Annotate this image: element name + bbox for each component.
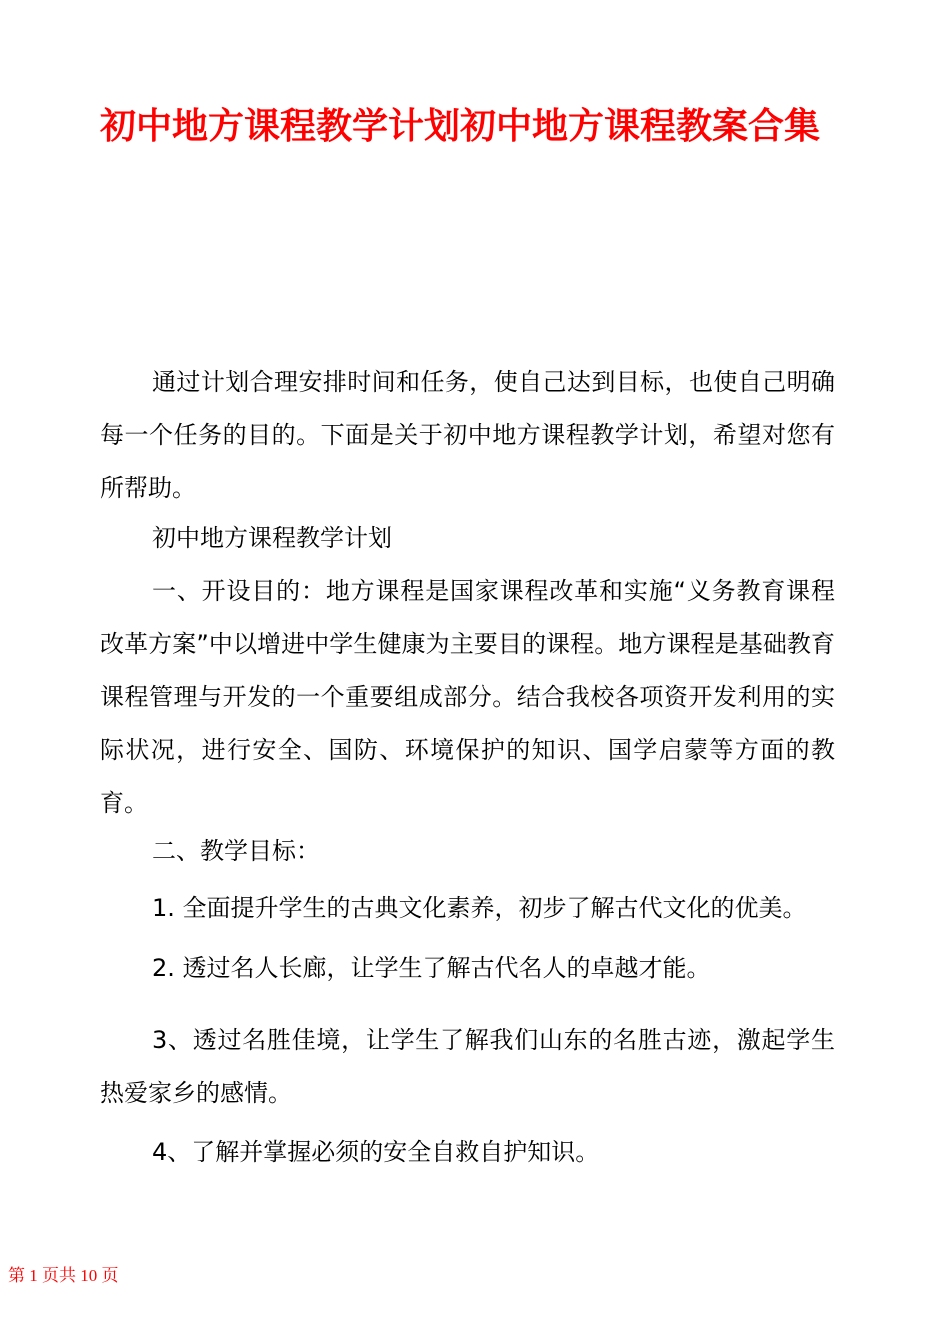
intro-paragraph: 通过计划合理安排时间和任务，使自己达到目标，也使自己明确每一个任务的目的。下面是关于初中地方课程教学计划，希望对您有所帮助。 <box>100 368 835 502</box>
goal-item-1: 1. 全面提升学生的古典文化素养，初步了解古代文化的优美。 <box>152 894 807 922</box>
plan-subtitle: 初中地方课程教学计划 <box>152 524 392 552</box>
goal-item-2: 2. 透过名人长廊，让学生了解古代名人的卓越才能。 <box>152 954 711 982</box>
goal-item-3: 3、透过名胜佳境，让学生了解我们山东的名胜古迹，激起学生热爱家乡的感情。 <box>100 1026 835 1107</box>
page-title: 初中地方课程教学计划初中地方课程教案合集 <box>100 106 821 147</box>
section-goals-heading: 二、教学目标： <box>152 837 320 865</box>
section-purpose-paragraph: 一、开设目的：地方课程是国家课程改革和实施“义务教育课程改革方案”中以增进中学生健康为主要目的课程。地方课程是基础教育课程管理与开发的一个重要组成部分。结合我校各项资开发利用的实际状况，进行安全、国防、环境保护的知识、国学启蒙等方面的教育。 <box>100 577 835 817</box>
page-number-footer: 第 1 页共 10 页 <box>8 1266 119 1285</box>
goal-item-4: 4、了解并掌握必须的安全自救自护知识。 <box>152 1138 600 1166</box>
